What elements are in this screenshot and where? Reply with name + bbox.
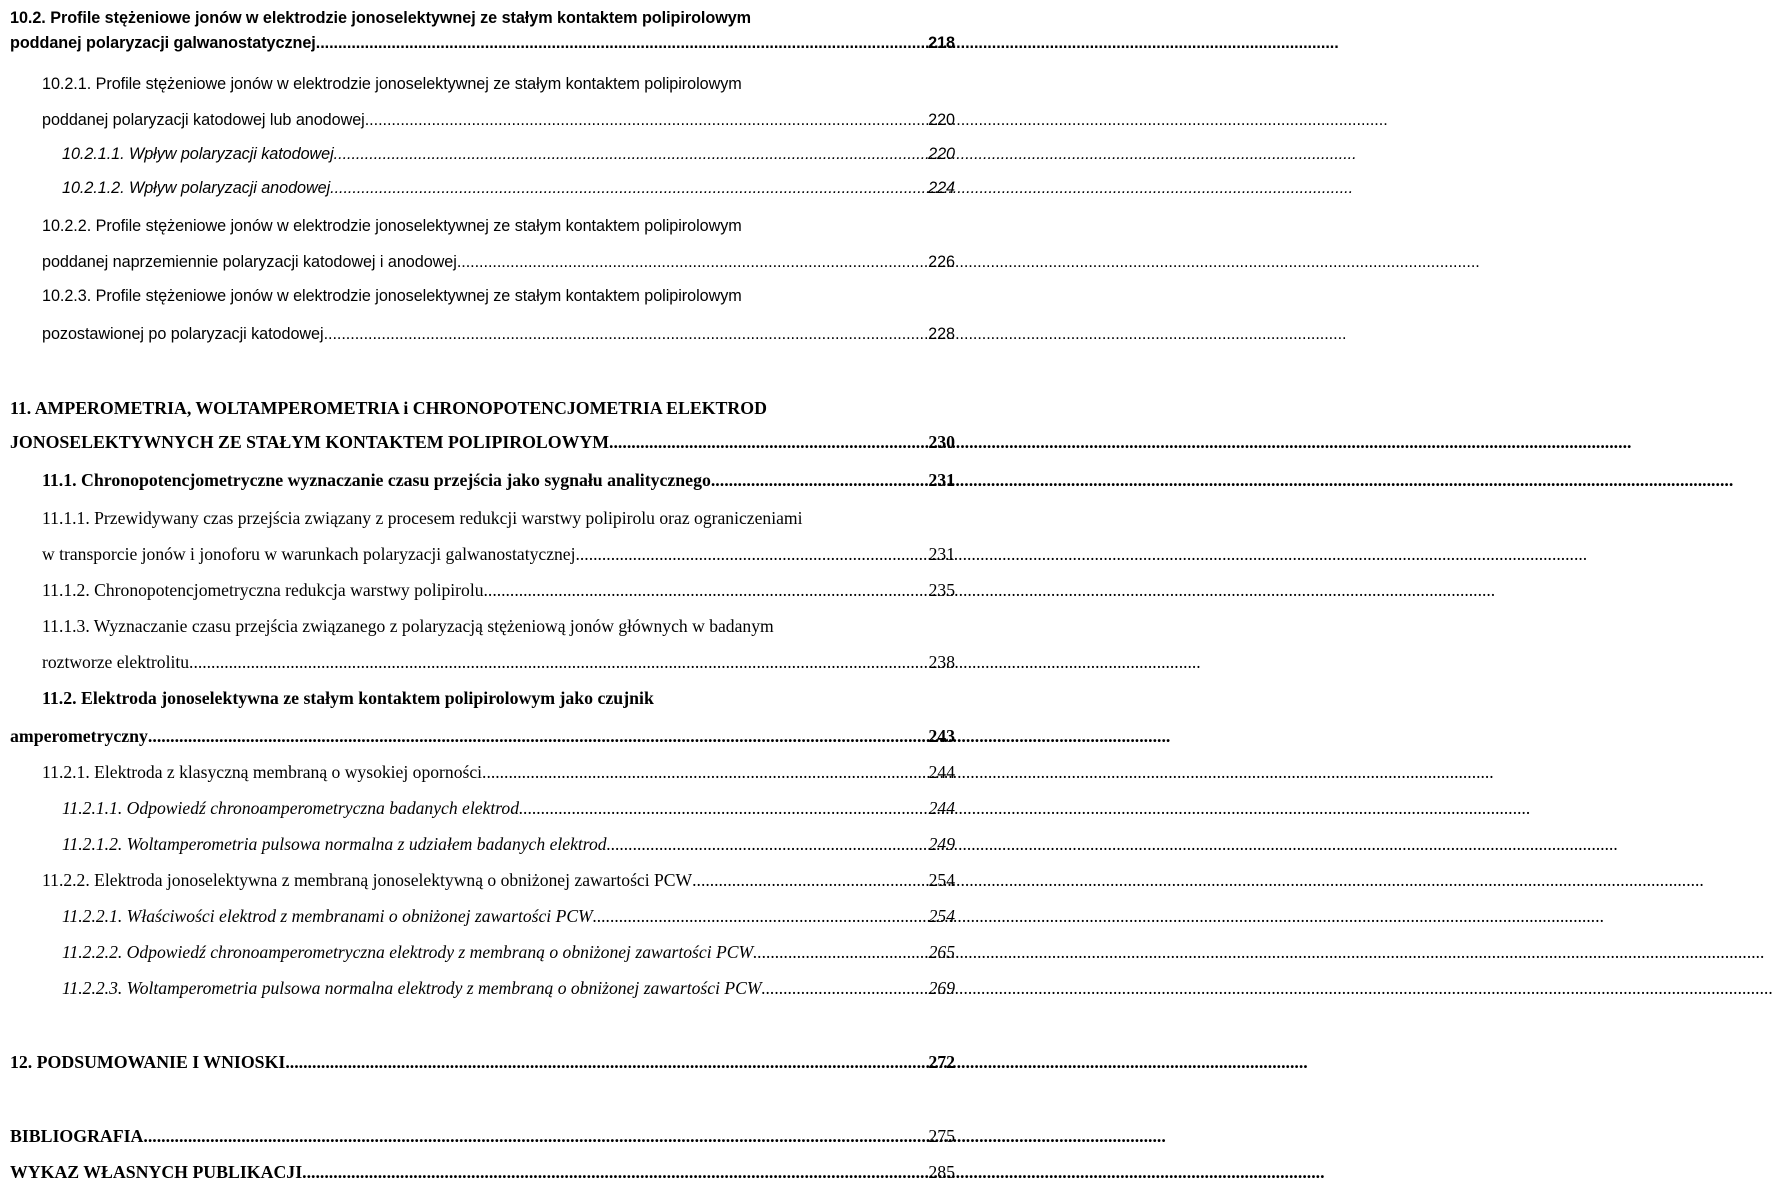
toc-page-number: 231 xyxy=(928,544,955,564)
toc-entry-line xyxy=(62,790,955,826)
toc-entry-title: poddanej polaryzacji galwanostatycznej xyxy=(10,34,316,52)
toc-entry-title: 12. PODSUMOWANIE I WNIOSKI xyxy=(10,1052,286,1072)
toc-entry-title: roztworze elektrolitu xyxy=(42,652,190,672)
toc-entry-first-line: 11.1.3. Wyznaczanie czasu przejścia związanego z polaryzacją stężeniową jonów głównych w badanym xyxy=(42,616,774,636)
toc-entry-title: poddanej polaryzacji katodowej lub anodowej xyxy=(42,111,365,129)
toc-leader-dots xyxy=(334,136,928,172)
toc-entry-line xyxy=(10,718,955,754)
toc-page-number: 243 xyxy=(928,726,955,746)
toc-entry-line xyxy=(10,1118,955,1154)
toc-page-number: 249 xyxy=(928,834,955,854)
toc-leader-dots xyxy=(457,244,928,280)
toc-page-number: 218 xyxy=(928,34,955,52)
toc-page-number: 269 xyxy=(928,978,955,998)
toc-entry-title: pozostawionej po polaryzacji katodowej xyxy=(42,325,324,343)
toc-entry-title: 11.1.2. Chronopotencjometryczna redukcja warstwy polipirolu xyxy=(42,580,484,600)
toc-entry-first-line: 10.2.1. Profile stężeniowe jonów w elektrodzie jonoselektywnej ze stałym kontaktem polipirolowym xyxy=(42,75,742,93)
toc-entry-title: 10.2.1.2. Wpływ polaryzacji anodowej xyxy=(62,179,331,197)
toc-page-number: 244 xyxy=(928,798,955,818)
toc-entry-title: WYKAZ WŁASNYCH PUBLIKACJI xyxy=(10,1162,303,1182)
toc-entry-line xyxy=(42,572,955,608)
toc-entry-title: amperometryczny xyxy=(10,726,148,746)
toc-leader-dots xyxy=(316,25,928,61)
toc-entry-first-line: 11. AMPEROMETRIA, WOLTAMPEROMETRIA i CHRONOPOTENCJOMETRIA ELEKTROD xyxy=(10,398,767,418)
toc-page-number: 235 xyxy=(928,580,955,600)
toc-leader-dots xyxy=(189,644,929,680)
toc-leader-dots xyxy=(484,572,929,608)
toc-leader-dots xyxy=(762,970,929,1006)
toc-entry-title: 10.2.1.1. Wpływ polaryzacji katodowej xyxy=(62,145,334,163)
toc-page-number: 272 xyxy=(928,1052,955,1072)
toc-page-number: 244 xyxy=(928,762,955,782)
toc-entry-line xyxy=(10,1044,955,1080)
toc-entry-title: BIBLIOGRAFIA xyxy=(10,1126,144,1146)
toc-entry-title: 11.2.1.2. Woltamperometria pulsowa normalna z udziałem badanych elektrod xyxy=(62,834,607,854)
toc-entry-line xyxy=(62,970,955,1006)
toc-entry-line xyxy=(42,244,955,280)
toc-leader-dots xyxy=(692,862,928,898)
toc-leader-dots xyxy=(593,898,929,934)
toc-entry-title: 11.2.2.3. Woltamperometria pulsowa normalna elektrody z membraną o obniżonej zawartości PCW xyxy=(62,978,762,998)
toc-leader-dots xyxy=(607,826,929,862)
toc-page-number: 224 xyxy=(928,179,955,197)
toc-entry-first-line: 11.2. Elektroda jonoselektywna ze stałym kontaktem polipirolowym jako czujnik xyxy=(42,688,654,708)
toc-leader-dots xyxy=(753,934,928,970)
toc-entry-line xyxy=(62,898,955,934)
toc-entry-first-line: 11.1.1. Przewidywany czas przejścia związany z procesem redukcji warstwy polipirolu oraz ograniczeniami xyxy=(42,508,803,528)
toc-entry-title: poddanej naprzemiennie polaryzacji katodowej i anodowej xyxy=(42,253,457,271)
toc-entry-line xyxy=(42,462,955,498)
toc-entry-line xyxy=(42,862,955,898)
toc-entry-first-line: 10.2.3. Profile stężeniowe jonów w elektrodzie jonoselektywnej ze stałym kontaktem polipirolowym xyxy=(42,287,742,305)
toc-page-number: 238 xyxy=(928,652,955,672)
toc-page-number: 230 xyxy=(928,432,955,452)
toc-page-number: 275 xyxy=(928,1126,955,1146)
toc-entry-title: 11.2.1.1. Odpowiedź chronoamperometryczna badanych elektrod xyxy=(62,798,520,818)
toc-entry-line xyxy=(42,316,955,352)
toc-entry-title: w transporcie jonów i jonoforu w warunkach polaryzacji galwanostatycznej xyxy=(42,544,576,564)
toc-entry-line xyxy=(10,1154,955,1190)
toc-leader-dots xyxy=(711,462,928,498)
toc-entry-title: 11.1. Chronopotencjometryczne wyznaczanie czasu przejścia jako sygnału analitycznego xyxy=(42,470,711,490)
toc-page-number: 231 xyxy=(928,470,955,490)
toc-leader-dots xyxy=(285,1044,928,1080)
toc-entry-title: 11.2.2.1. Właściwości elektrod z membranami o obniżonej zawartości PCW xyxy=(62,906,593,926)
toc-entry-line xyxy=(62,136,955,172)
toc-entry-title: 11.2.1. Elektroda z klasyczną membraną o wysokiej oporności xyxy=(42,762,483,782)
toc-entry-first-line: 10.2. Profile stężeniowe jonów w elektrodzie jonoselektywnej ze stałym kontaktem polipirolowym xyxy=(10,9,752,27)
toc-entry-line xyxy=(42,644,955,680)
toc-entry-line xyxy=(10,424,955,460)
toc-leader-dots xyxy=(330,170,928,206)
toc-entry-title: 11.2.2.2. Odpowiedź chronoamperometryczna elektrody z membraną o obniżonej zawartości PCW xyxy=(62,942,754,962)
toc-entry-line xyxy=(62,170,955,206)
toc-entry-line xyxy=(10,25,955,61)
toc-entry-line xyxy=(42,754,955,790)
toc-page-number: 285 xyxy=(928,1162,955,1182)
toc-page-number: 220 xyxy=(928,111,955,129)
toc-entry-title: JONOSELEKTYWNYCH ZE STAŁYM KONTAKTEM POLIPIROLOWYM xyxy=(10,432,610,452)
toc-leader-dots xyxy=(576,536,929,572)
toc-leader-dots xyxy=(143,1118,928,1154)
toc-entry-line xyxy=(62,826,955,862)
toc-page-number: 254 xyxy=(928,870,955,890)
toc-page-number: 220 xyxy=(928,145,955,163)
toc-leader-dots xyxy=(365,102,928,138)
toc-page-number: 265 xyxy=(928,942,955,962)
toc-leader-dots xyxy=(609,424,928,460)
toc-leader-dots xyxy=(519,790,929,826)
toc-entry-line xyxy=(42,102,955,138)
toc-leader-dots xyxy=(482,754,929,790)
toc-entry-line xyxy=(62,934,955,970)
toc-page-number: 254 xyxy=(928,906,955,926)
toc-leader-dots xyxy=(324,316,929,352)
toc-leader-dots xyxy=(148,718,928,754)
toc-page-number: 228 xyxy=(928,325,955,343)
toc-entry-title: 11.2.2. Elektroda jonoselektywna z membraną jonoselektywną o obniżonej zawartości PCW xyxy=(42,870,693,890)
toc-page-number: 226 xyxy=(928,253,955,271)
toc-entry-first-line: 10.2.2. Profile stężeniowe jonów w elektrodzie jonoselektywnej ze stałym kontaktem polipirolowym xyxy=(42,217,742,235)
toc-entry-line xyxy=(42,536,955,572)
toc-leader-dots xyxy=(302,1154,928,1190)
